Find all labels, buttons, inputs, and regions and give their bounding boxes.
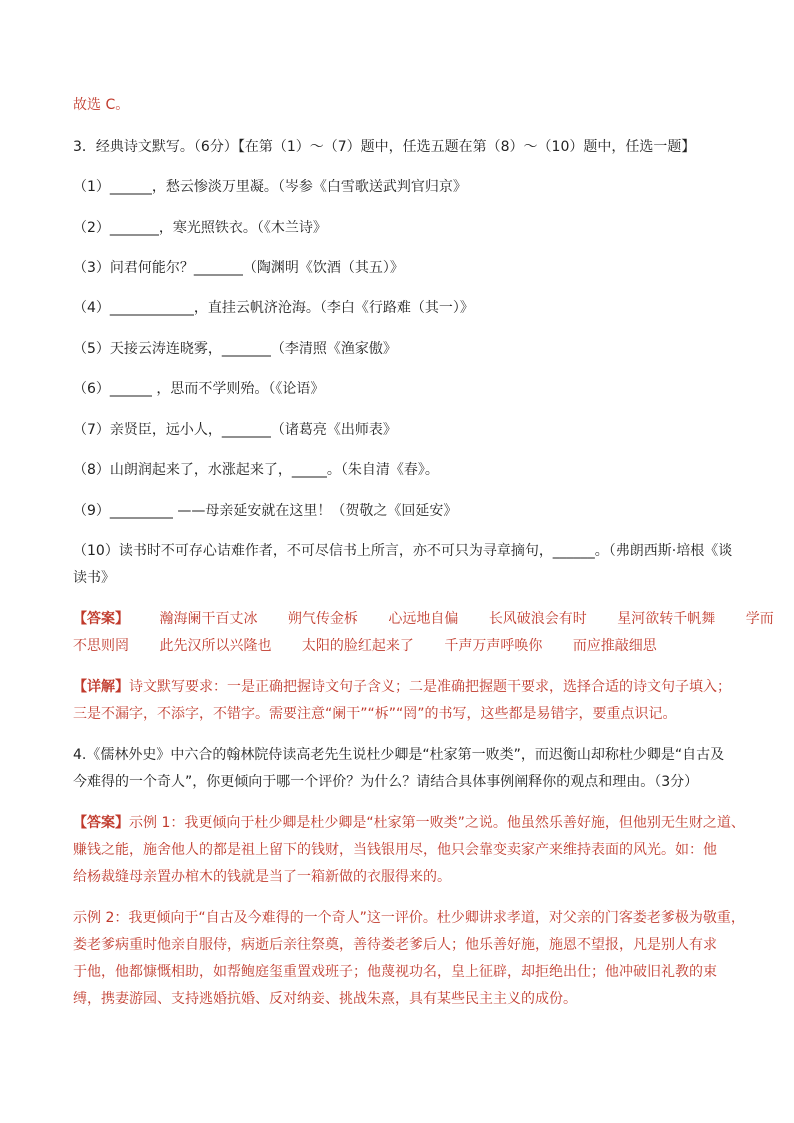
q3-item-6: （6）______ ，思而不学则殆。（《论语》 [73, 381, 325, 397]
conclusion-line: 故选 C。 [73, 97, 130, 113]
q3-answers-line2 [73, 636, 683, 656]
q3-detail-line1 [73, 677, 731, 697]
answer-item: 太阳的脸红起来了 [301, 638, 414, 654]
answer-tag: 【答案】 [73, 611, 129, 627]
example-text: 示例 1：我更倾向于杜少卿是杜少卿是“杜家第一败类”之说。他虽然乐善好施，但他别无生财之道、 [129, 815, 745, 831]
q4-example1-line3: 给杨裁缝母亲置办棺木的钱就是当了一箱新做的衣服得来的。 [73, 869, 451, 885]
q3-item-2: （2）_______，寒光照铁衣。（《木兰诗》 [73, 220, 327, 236]
answer-item: 心远地自偏 [388, 611, 459, 627]
answer-item: 学而 [745, 611, 774, 627]
q3-item-10-line1: （10）读书时不可存心诘难作者，不可尽信书上所言，亦不可只为寻章摘句，______。（弗朗西斯·培根《谈 [73, 543, 733, 559]
answer-item: 千声万声呼唤你 [444, 638, 543, 654]
q3-item-5: （5）天接云涛连晓雾，_______（李清照《渔家傲》 [73, 341, 397, 357]
q3-item-3: （3）问君何能尔？_______（陶渊明《饮酒（其五）》 [73, 260, 404, 276]
answer-item: 朔气传金柝 [287, 611, 358, 627]
answer-item: 而应推敲细思 [572, 638, 657, 654]
q4-example2-line3: 于他，他都慷慨相助，如帮鲍庭玺重置戏班子；他蔑视功名，皇上征辟，却拒绝出仕；他冲破旧礼教的束 [73, 964, 717, 980]
answer-item: 此先汉所以兴隆也 [159, 638, 272, 654]
q3-item-10-line2: 读书》 [73, 570, 115, 586]
q4-question-line1: 4.《儒林外史》中六合的翰林院侍读高老先生说杜少卿是“杜家第一败类”，而迟衡山却称杜少卿是“自古及 [73, 747, 725, 763]
q4-example2-line4: 缚，携妻游园、支持逃婚抗婚、反对纳妾、挑战朱熹，具有某些民主主义的成份。 [73, 991, 577, 1007]
q4-example2-line2: 娄老爹病重时他亲自服侍，病逝后亲往祭奠，善待娄老爹后人；他乐善好施，施恩不望报，凡是别人有求 [73, 937, 717, 953]
q4-example1-line2: 赚钱之能，施舍他人的都是祖上留下的钱财，当钱银用尽，他只会靠变卖家产来维持表面的风光。如：他 [73, 842, 717, 858]
detail-tag: 【详解】 [73, 679, 129, 695]
q3-header: 3．经典诗文默写。（6分）【在第（1）～（7）题中，任选五题在第（8）～（10）题中，任选一题】 [73, 139, 696, 155]
q4-question-line2: 今难得的一个奇人”，你更倾向于哪一个评价？为什么？请结合具体事例阐释你的观点和理由。（3分） [73, 774, 699, 790]
q4-example1-line1 [73, 813, 745, 833]
q3-item-7: （7）亲贤臣，远小人，_______（诸葛亮《出师表》 [73, 422, 397, 438]
answer-tag: 【答案】 [73, 815, 129, 831]
q3-item-1: （1）______，愁云惨淡万里凝。（岑参《白雪歌送武判官归京》 [73, 179, 467, 195]
q3-answers-line1 [73, 609, 794, 629]
detail-text: 诗文默写要求：一是正确把握诗文句子含义；二是准确把握题干要求，选择合适的诗文句子填入； [129, 679, 731, 695]
q3-item-8: （8）山朗润起来了，水涨起来了，_____。（朱自清《春》。 [73, 462, 439, 478]
answer-item: 瀚海阑干百丈冰 [159, 611, 258, 627]
q4-example2-line1: 示例 2：我更倾向于“自古及今难得的一个奇人”这一评价。杜少卿讲求孝道，对父亲的门客娄老爹极为敬重， [73, 910, 745, 926]
answer-item: 星河欲转千帆舞 [617, 611, 716, 627]
q3-detail-line2: 三是不漏字，不添字，不错字。需要注意“阑干”“柝”“罔”的书写，这些都是易错字，要重点识记。 [73, 706, 677, 722]
q3-item-4: （4）____________，直挂云帆济沧海。（李白《行路难（其一）》 [73, 300, 474, 316]
q3-item-9: （9）_________ ——母亲延安就在这里！（贺敬之《回延安》 [73, 503, 458, 519]
answer-item: 长风破浪会有时 [488, 611, 587, 627]
answer-item: 不思则罔 [73, 638, 129, 654]
